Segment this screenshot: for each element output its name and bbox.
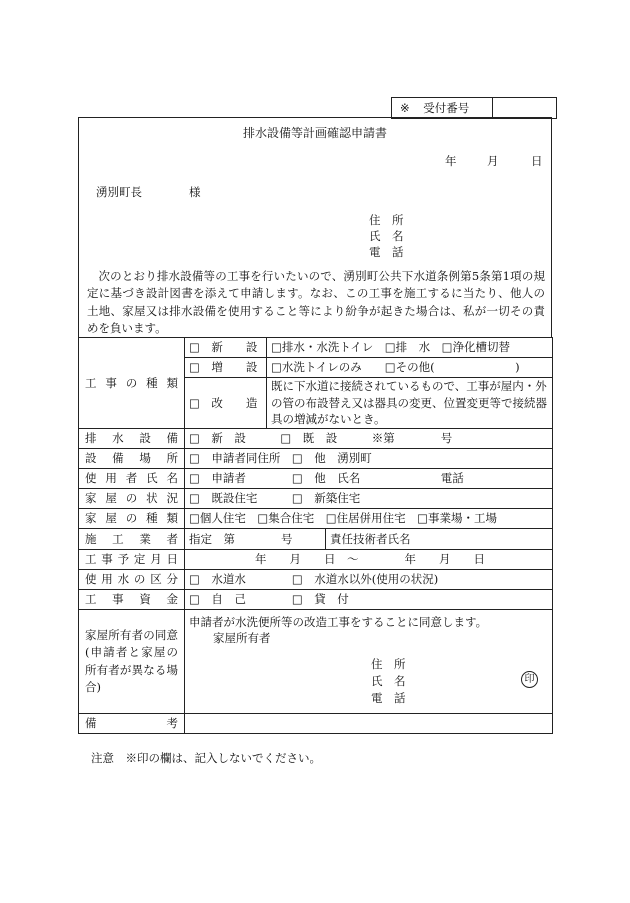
receipt-number-field[interactable] — [493, 98, 557, 119]
work-type-new-options[interactable]: □排水・水洗トイレ □排 水 □浄化槽切替 — [267, 338, 553, 358]
schedule-label: 工事予定月日 — [79, 550, 185, 570]
form-title: 排水設備等計画確認申請書 — [242, 126, 387, 140]
contractor-label: 施工業者 — [79, 529, 185, 550]
receipt-number-box — [391, 97, 557, 119]
addressee-honorific: 様 — [189, 185, 201, 199]
drain-equipment-field[interactable]: □ 新 設 □ 既 設 ※第 号 — [185, 429, 553, 449]
date-month-label: 月 — [487, 154, 499, 168]
equipment-location-field[interactable]: □ 申請者同住所 □ 他 湧別町 — [185, 449, 553, 469]
house-status-field[interactable]: □ 既設住宅 □ 新築住宅 — [185, 489, 553, 509]
owner-title: 家屋所有者 — [213, 631, 271, 646]
equipment-location-label: 設備場所 — [79, 449, 185, 469]
funds-label: 工事資金 — [79, 590, 185, 610]
receipt-label-cell — [392, 98, 493, 119]
user-name-label: 使用者氏名 — [79, 469, 185, 489]
work-type-label: 工事の種類 — [79, 338, 185, 429]
form-note: 注意 ※印の欄は、記入しないでください。 — [91, 751, 321, 765]
work-type-modify-description: 既に下水道に接続されているもので、工事が屋内・外の管の布設替え又は器具の変更、位置変更等で接続器具の増減がないとき。 — [267, 378, 553, 429]
contractor-cell — [185, 529, 553, 550]
house-type-field[interactable]: □個人住宅 □集合住宅 □住居併用住宅 □事業場・工場 — [185, 509, 553, 529]
owner-consent-cell — [185, 610, 553, 714]
receipt-mark: ※ — [400, 100, 410, 115]
remarks-label: 備考 — [79, 714, 185, 734]
applicant-address-label: 住 所 — [369, 213, 404, 227]
house-status-label: 家屋の状況 — [79, 489, 185, 509]
contractor-designation-field[interactable]: 指定 第 号 — [185, 529, 326, 549]
owner-name-label: 氏 名 — [371, 674, 406, 689]
work-type-add-options[interactable]: □水洗トイレのみ □その他( ) — [267, 358, 553, 378]
receipt-label: 受付番号 — [423, 100, 470, 115]
user-name-field[interactable]: □ 申請者 □ 他 氏名 電話 — [185, 469, 553, 489]
contractor-subtable — [185, 529, 552, 549]
work-type-modify-checkbox[interactable]: □ 改 造 — [185, 378, 267, 429]
addressee-name: 湧別町長 — [96, 185, 142, 199]
application-body-text: 次のとおり排水設備等の工事を行いたいので、湧別町公共下水道条例第5条第1項の規定に基づき設計図書を添えて申請します。なお、この工事を施工するに当たり、他人の土地、家屋又は排水設備を使用すること等により紛争が起きた場合は、私が一切その責めを負います。 — [87, 269, 545, 335]
application-header-frame — [78, 117, 552, 337]
drain-equipment-label: 排水設備 — [79, 429, 185, 449]
work-type-new-checkbox[interactable]: □ 新 設 — [185, 338, 267, 358]
responsible-engineer-field[interactable]: 責任技術者氏名 — [330, 531, 411, 546]
date-day-label: 日 — [531, 154, 543, 168]
owner-consent-label: 家屋所有者の同意(申請者と家屋の所有者が異なる場合) — [79, 610, 185, 714]
applicant-phone-label: 電 話 — [369, 245, 404, 259]
remarks-field[interactable] — [185, 714, 553, 734]
work-type-add-checkbox[interactable]: □ 増 設 — [185, 358, 267, 378]
owner-address-label: 住 所 — [371, 657, 406, 672]
application-detail-table — [78, 337, 553, 734]
water-source-label: 使用水の区分 — [79, 570, 185, 590]
applicant-name-label: 氏 名 — [369, 229, 404, 243]
water-source-field[interactable]: □ 水道水 □ 水道水以外(使用の状況) — [185, 570, 553, 590]
funds-field[interactable]: □ 自 己 □ 貸 付 — [185, 590, 553, 610]
date-year-label: 年 — [445, 154, 457, 168]
seal-mark: 印 — [521, 671, 538, 688]
owner-consent-text: 申請者が水洗便所等の改造工事をすることに同意します。 — [189, 615, 488, 630]
house-type-label: 家屋の種類 — [79, 509, 185, 529]
schedule-field[interactable]: 年 月 日 ～ 年 月 日 — [185, 550, 553, 570]
owner-phone-label: 電 話 — [371, 691, 406, 706]
